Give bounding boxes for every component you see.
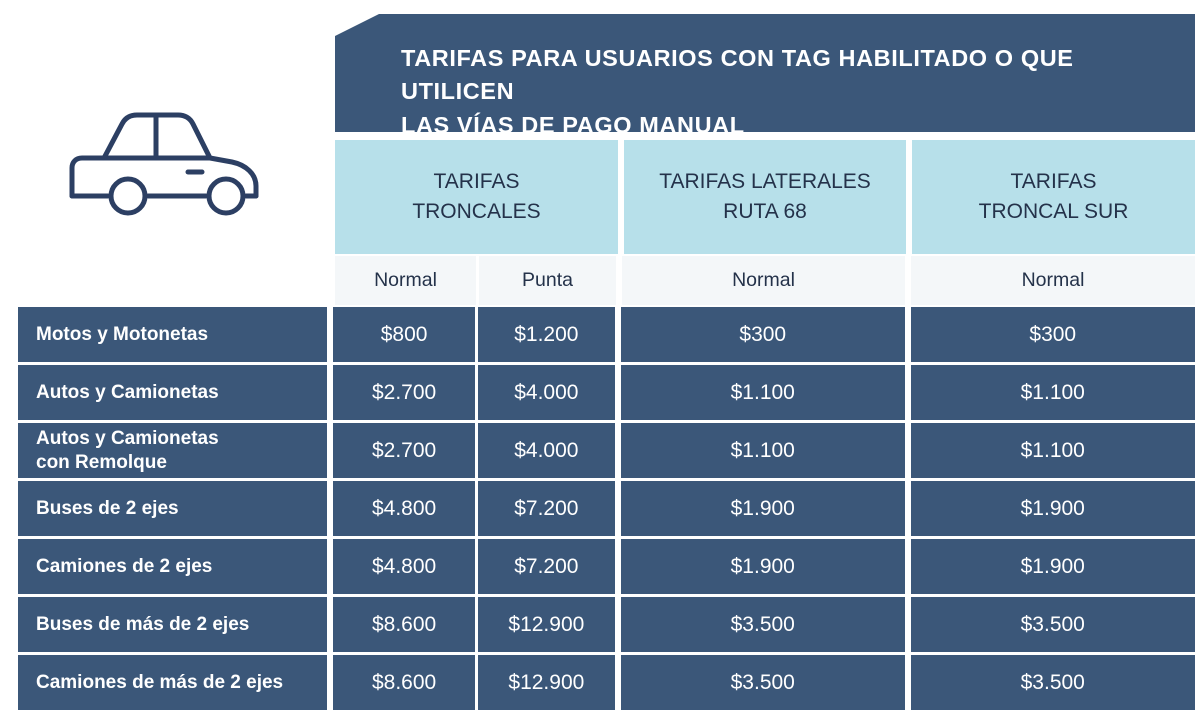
row-label xyxy=(18,655,327,710)
row-value: $3.500 xyxy=(621,655,905,710)
table-group-header xyxy=(335,140,1195,254)
group-header-troncal-sur xyxy=(912,140,1195,254)
subheader-ruta68-normal: Normal xyxy=(622,256,905,305)
row-label-line2: con Remolque xyxy=(36,451,167,473)
row-value: $1.100 xyxy=(911,365,1195,420)
row-value: $4.000 xyxy=(478,365,615,420)
row-value: $4.800 xyxy=(333,481,474,536)
row-value: $3.500 xyxy=(911,597,1195,652)
row-label-line1: Buses de más de 2 ejes xyxy=(36,613,250,635)
banner-notch xyxy=(335,14,379,36)
row-label-line1: Autos y Camionetas xyxy=(36,427,219,449)
row-value: $1.900 xyxy=(621,539,905,594)
group-header-troncal-sur-line1: TARIFAS xyxy=(1010,169,1097,193)
group-header-ruta68 xyxy=(624,140,906,254)
row-label-line1: Buses de 2 ejes xyxy=(36,497,179,519)
car-icon xyxy=(60,100,270,230)
group-header-troncales xyxy=(335,140,618,254)
row-label-line1: Autos y Camionetas xyxy=(36,381,219,403)
row-value: $2.700 xyxy=(333,365,474,420)
row-value: $300 xyxy=(911,307,1195,362)
row-value: $3.500 xyxy=(911,655,1195,710)
row-label-line1: Camiones de 2 ejes xyxy=(36,555,213,577)
row-value: $800 xyxy=(333,307,474,362)
table-subheader xyxy=(335,256,1195,305)
subheader-troncal-normal: Normal xyxy=(335,256,476,305)
table-row xyxy=(18,481,1195,536)
row-value: $1.900 xyxy=(911,539,1195,594)
row-label xyxy=(18,539,327,594)
row-value: $4.800 xyxy=(333,539,474,594)
row-value: $8.600 xyxy=(333,655,474,710)
table-row xyxy=(18,423,1195,478)
row-label xyxy=(18,597,327,652)
table-row xyxy=(18,597,1195,652)
row-value: $4.000 xyxy=(478,423,615,478)
row-label xyxy=(18,365,327,420)
row-value: $7.200 xyxy=(478,539,615,594)
row-value: $8.600 xyxy=(333,597,474,652)
group-header-troncales-line1: TARIFAS xyxy=(433,169,520,193)
subheader-troncal-sur-normal: Normal xyxy=(911,256,1195,305)
row-value: $1.200 xyxy=(478,307,615,362)
row-value: $12.900 xyxy=(478,597,615,652)
group-header-troncales-line2: TRONCALES xyxy=(412,200,541,223)
subheader-troncal-punta: Punta xyxy=(479,256,616,305)
row-label-line1: Motos y Motonetas xyxy=(36,323,209,345)
row-value: $1.900 xyxy=(621,481,905,536)
group-header-ruta68-line2: RUTA 68 xyxy=(723,200,807,223)
row-label xyxy=(18,481,327,536)
title-line-2: LAS VÍAS DE PAGO MANUAL xyxy=(401,111,745,138)
group-header-troncal-sur-line2: TRONCAL SUR xyxy=(978,200,1129,223)
row-label-line1: Camiones de más de 2 ejes xyxy=(36,671,284,693)
row-value: $7.200 xyxy=(478,481,615,536)
table-row xyxy=(18,655,1195,710)
title-line-1: TARIFAS PARA USUARIOS CON TAG HABILITADO O QUE UTILICEN xyxy=(401,45,1074,105)
row-value: $1.100 xyxy=(621,365,905,420)
row-label xyxy=(18,423,327,478)
row-label xyxy=(18,307,327,362)
table-body xyxy=(18,307,1195,713)
row-value: $300 xyxy=(621,307,905,362)
row-value: $1.100 xyxy=(621,423,905,478)
row-value: $3.500 xyxy=(621,597,905,652)
table-row xyxy=(18,365,1195,420)
row-value: $12.900 xyxy=(478,655,615,710)
group-header-ruta68-line1: TARIFAS LATERALES xyxy=(659,169,871,193)
table-row xyxy=(18,539,1195,594)
row-value: $1.900 xyxy=(911,481,1195,536)
row-value: $1.100 xyxy=(911,423,1195,478)
row-value: $2.700 xyxy=(333,423,474,478)
table-row xyxy=(18,307,1195,362)
title-banner xyxy=(335,14,1195,138)
